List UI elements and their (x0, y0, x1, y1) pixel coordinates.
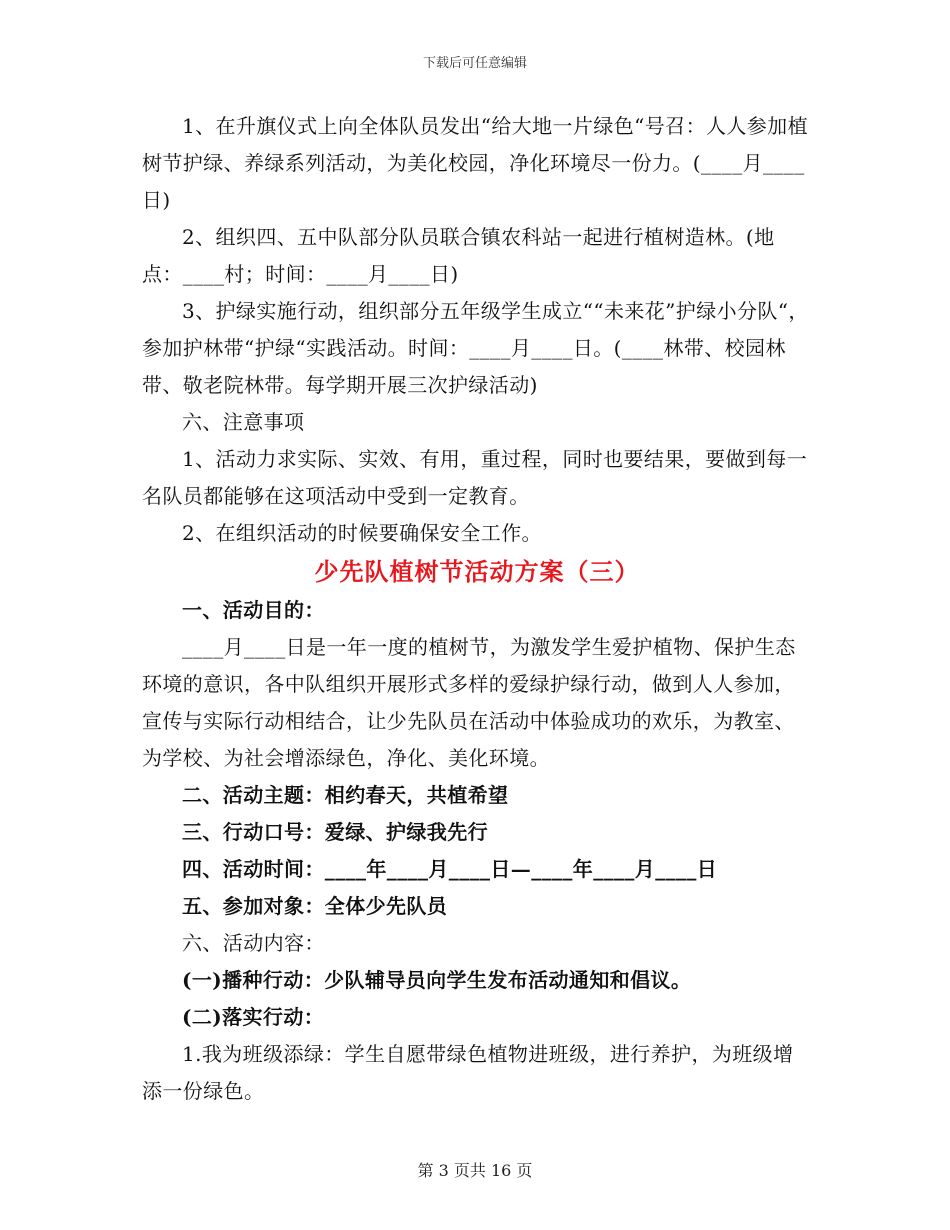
heading-participants: 五、参加对象：全体少先队员 (182, 894, 448, 918)
paragraph: 1.我为班级添绿：学生自愿带绿色植物进班级，进行养护，为班级增添一份绿色。 (142, 1042, 794, 1103)
section-title: 少先队植树节活动方案（三） (314, 557, 640, 586)
paragraph: ____月____日是一年一度的植树节，为激发学生爱护植物、保护生态环境的意识，各中队组织开展形式多样的爱绿护绿行动，做到人人参加，宣传与实际行动相结合，让少先队员在活动中体验成功的欢乐，为教室、为学校、为社会增添绿色，净化、美化环境。 (142, 635, 796, 770)
heading-content: 六、活动内容： (182, 931, 325, 955)
header-note: 下载后可任意编辑 (422, 56, 527, 71)
subheading-sowing: (一)播种行动：少队辅导员向学生发布活动通知和倡议。 (182, 968, 692, 992)
paragraph: 2、在组织活动的时候要确保安全工作。 (182, 521, 542, 545)
heading-time: 四、活动时间：____年____月____日—____年____月____日 (182, 857, 718, 881)
subheading-implement: (二)落实行动： (182, 1005, 325, 1029)
page-number: 第 3 页共 16 页 (417, 1161, 533, 1180)
paragraph: 1、在升旗仪式上向全体队员发出“给大地一片绿色“号召：人人参加植树节护绿、养绿系列活动，为美化校园，净化环境尽一份力。(____月____日) (142, 114, 808, 212)
heading-notes: 六、注意事项 (182, 410, 305, 434)
paragraph: 1、活动力求实际、实效、有用，重过程，同时也要结果，要做到每一名队员都能够在这项活动中受到一定教育。 (142, 447, 808, 508)
heading-slogan: 三、行动口号：爱绿、护绿我先行 (182, 820, 488, 844)
heading-theme: 二、活动主题：相约春天，共植希望 (182, 783, 509, 807)
document-content (142, 108, 812, 1110)
heading-purpose: 一、活动目的： (182, 598, 325, 622)
paragraph: 3、护绿实施行动，组织部分五年级学生成立““未来花”护绿小分队“，参加护林带“护绿“实践活动。时间：____月____日。(____林带、校园林带、敬老院林带。每学期开展三次护绿活动) (142, 299, 809, 397)
paragraph: 2、组织四、五中队部分队员联合镇农科站一起进行植树造林。(地点：____村；时间：____月____日) (142, 225, 775, 286)
